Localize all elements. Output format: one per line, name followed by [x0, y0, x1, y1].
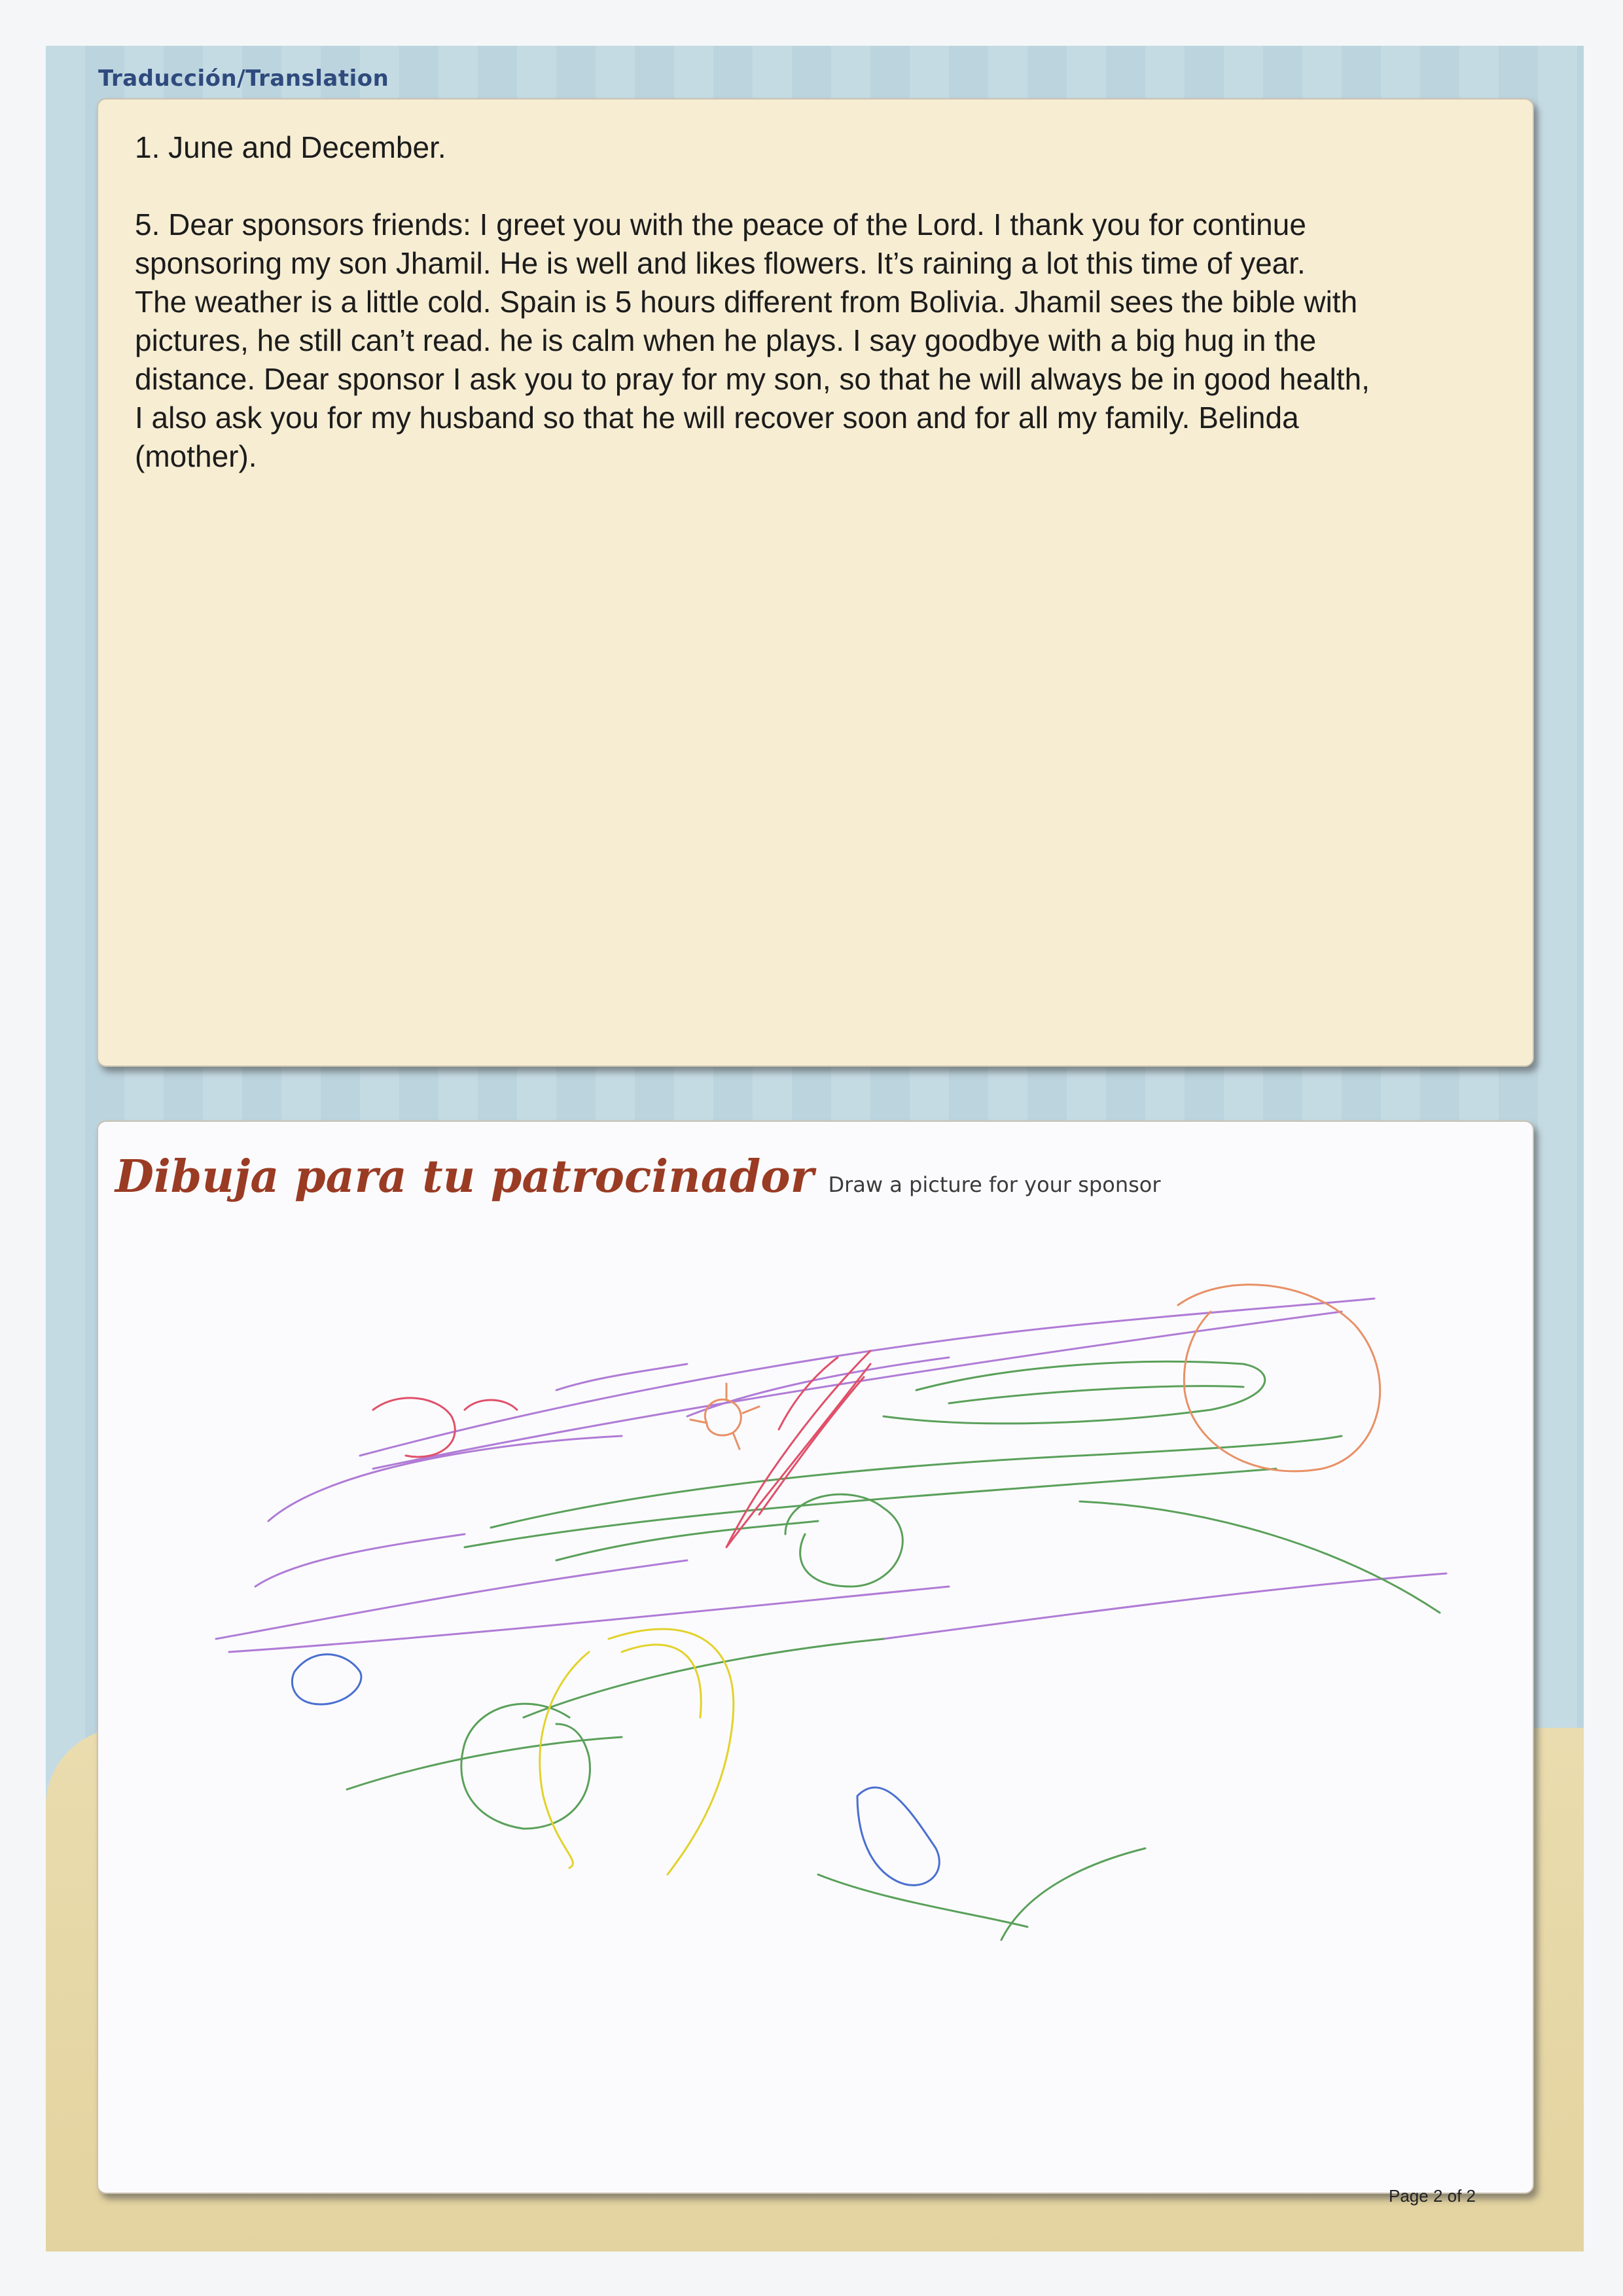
green-scribble — [883, 1361, 1265, 1424]
drawing-title — [115, 1151, 1161, 1203]
green-scribble — [347, 1737, 622, 1789]
drawing-title-spanish: Dibuja para tu patrocinador — [115, 1151, 814, 1203]
green-scribble — [785, 1494, 1440, 1613]
drawing-title-english: Draw a picture for your sponsor — [828, 1172, 1161, 1197]
blue-scribble — [292, 1655, 939, 1886]
green-line — [818, 1848, 1145, 1940]
orange-sun — [690, 1384, 759, 1449]
child-drawing — [98, 1220, 1535, 2189]
green-scribble — [461, 1704, 590, 1829]
translation-text: 1. June and December. 5. Dear sponsors friends: I greet you with the peace of the Lord. I thank you for continue sponsoring my son Jhamil. He is well and likes flowers. It’s raining a lot this time of year. The weather is a little cold. Spain is 5 hours different from Bolivia. Jhamil sees the bible with pictures, he still can’t read. he is calm when he plays. I say goodbye with a big hug in the distance. Dear sponsor I ask you to pray for my son, so that he will always be in good health, I also ask you for my husband so that he will recover soon and for all my family. Belinda (mother). — [135, 130, 1370, 473]
translation-header: Traducción/Translation — [98, 65, 389, 92]
drawing-panel — [97, 1121, 1534, 2194]
purple-scribble — [556, 1357, 1446, 1639]
red-scribble — [726, 1351, 870, 1547]
translation-panel — [97, 98, 1534, 1067]
page-number: Page 2 of 2 — [1389, 2186, 1476, 2206]
green-scribble — [465, 1436, 1342, 1717]
